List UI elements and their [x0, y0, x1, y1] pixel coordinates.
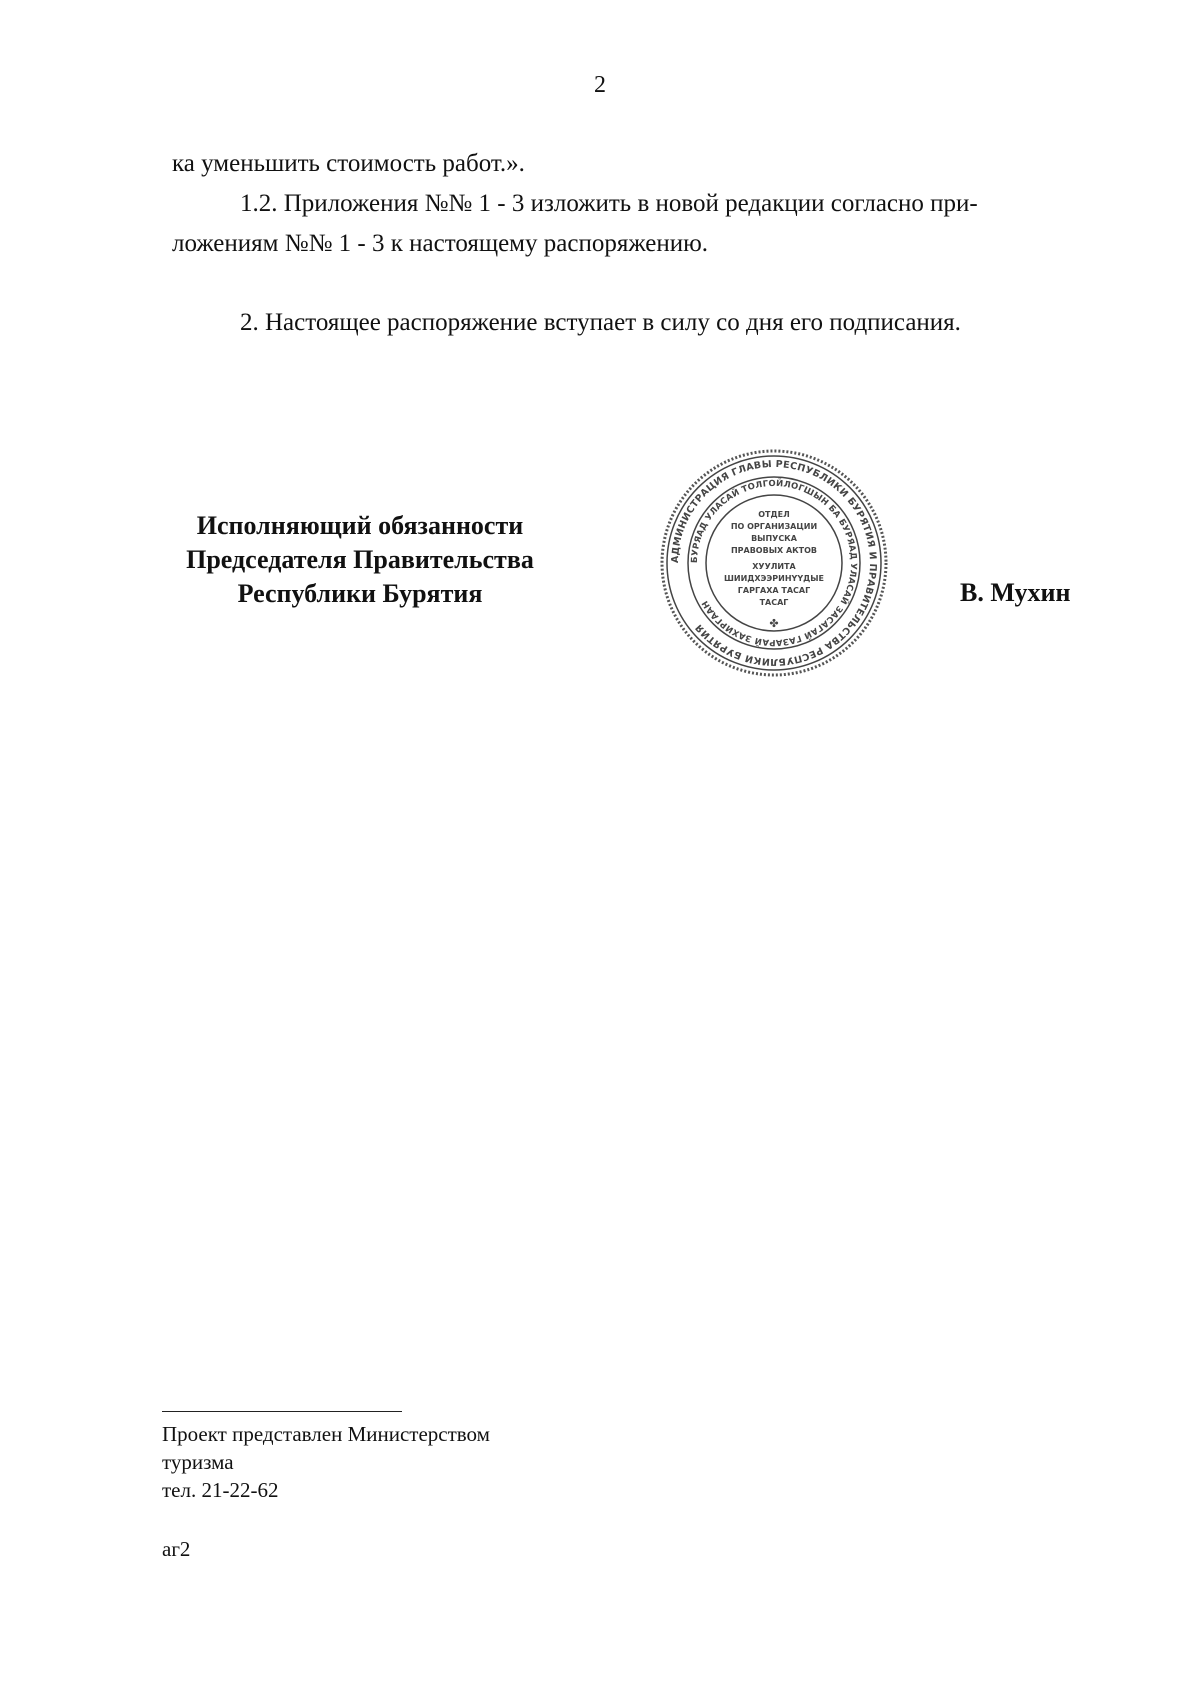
paragraph-continuation: ка уменьшить стоимость работ.».: [172, 150, 525, 177]
signatory-name: В. Мухин: [960, 578, 1071, 607]
signatory-title-line: Исполняющий обязанности: [196, 511, 524, 540]
official-seal-stamp: [656, 445, 892, 681]
footer-line: Проект представлен Министерством: [162, 1422, 490, 1446]
seal-center-line: ПО ОРГАНИЗАЦИИ: [730, 522, 818, 531]
seal-center-line: ШИИДХЭЭРИНҮҮДЫЕ: [723, 574, 825, 583]
document-code: аг2: [162, 1537, 191, 1561]
seal-center-line: ПРАВОВЫХ АКТОВ: [730, 546, 818, 555]
paragraph-item-1-2-line2: ложениям №№ 1 - 3 к настоящему распоряжению.: [172, 230, 709, 257]
footer-note: [162, 1420, 490, 1504]
paragraph-item-1-2-line1: 1.2. Приложения №№ 1 - 3 изложить в новой редакции согласно при-: [240, 190, 978, 217]
signatory-title-line: Председателя Правительства: [186, 545, 534, 574]
footer-divider: [162, 1411, 402, 1412]
seal-center-line: ТАСАГ: [759, 598, 789, 607]
footer-phone: тел. 21-22-62: [162, 1478, 279, 1502]
seal-graphic: [656, 445, 892, 681]
seal-center-line: ОТДЕЛ: [758, 510, 790, 519]
seal-center-line: ХУУЛИТА: [752, 562, 796, 571]
seal-outer-text: АДМИНИСТРАЦИЯ ГЛАВЫ РЕСПУБЛИКИ БУРЯТИЯ И ПРАВИТЕЛЬСТВА РЕСПУБЛИКИ БУРЯТИЯ: [669, 458, 879, 668]
footer-line: туризма: [162, 1450, 234, 1474]
seal-center-line: ВЫПУСКА: [751, 534, 797, 543]
paragraph-item-2: 2. Настоящее распоряжение вступает в силу со дня его подписания.: [240, 309, 961, 336]
page-number: 2: [594, 72, 606, 98]
signatory-title: [160, 509, 560, 611]
seal-center-line: ГАРГАХА ТАСАГ: [737, 586, 811, 595]
signatory-title-line: Республики Бурятия: [237, 579, 483, 608]
seal-emblem-icon: ✤: [769, 617, 779, 630]
seal-inner-text: БУРЯАД УЛАСАЙ ТОЛГОЙЛОГШЫН БА БУРЯАД УЛАСАЙ ЗАСАГАЙ ГАЗАРАЙ ЗАХИРГААН: [689, 478, 859, 648]
